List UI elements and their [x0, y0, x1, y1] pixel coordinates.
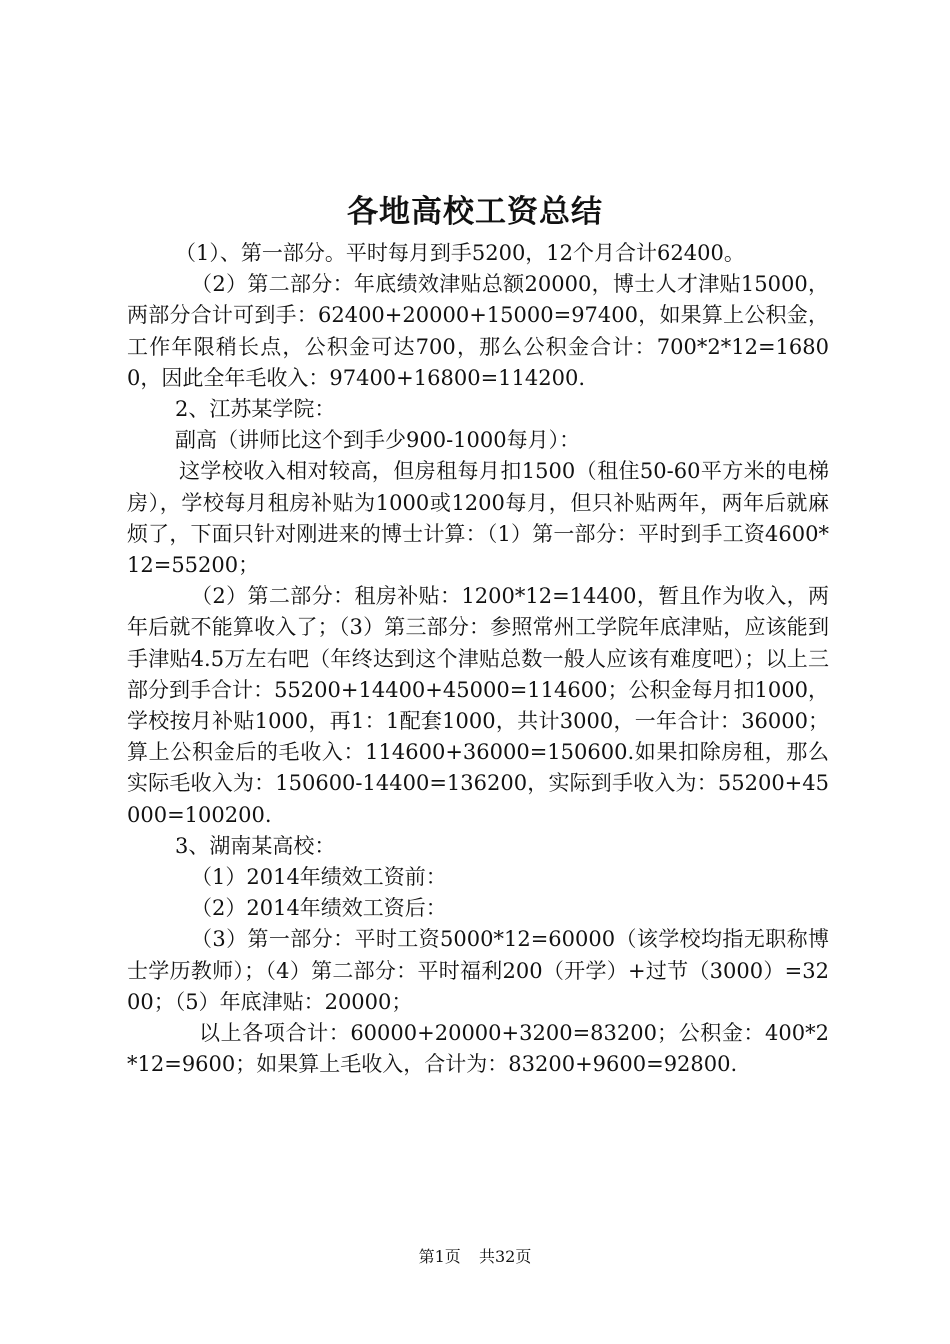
paragraph: （1）、第一部分。平时每月到手5200，12个月合计62400。: [175, 241, 745, 265]
paragraph: （2）第二部分：租房补贴：1200*12=14400，暂且作为收入，两年后就不能算收入了；（3）第三部分：参照常州工学院年底津贴，应该能到手津贴4.5万左右吧（年终达到这个津贴总数一般人应该有难度吧）；以上三部分到手合计：55200+14400+45000=114600；公积金每月扣1000，学校按月补贴1000，再1：1配套1000，共计3000，一年合计：36000；算上公积金后的毛收入：114600+36000=150600.如果扣除房租，那么实际毛收入为：150600-14400=136200，实际到手收入为：55200+45000=100200.: [127, 584, 829, 827]
document-body: [127, 238, 829, 1080]
paragraph: 副高（讲师比这个到手少900-1000每月）：: [175, 428, 581, 453]
page-footer: [0, 1244, 950, 1267]
section-heading: 2、江苏某学院：: [175, 397, 336, 422]
paragraph: 这学校收入相对较高，但房租每月扣1500（租住50-60平方米的电梯房），学校每月租房补贴为1000或1200每月，但只补贴两年，两年后就麻烦了，下面只针对刚进来的博士计算：（1）第一部分：平时到手工资4600*12=55200；: [127, 459, 829, 578]
page-total: 共32页: [479, 1247, 532, 1266]
page-number: 第1页: [418, 1247, 461, 1266]
paragraph: （1）2014年绩效工资前：: [191, 865, 447, 890]
document-title: 各地高校工资总结: [347, 194, 603, 230]
paragraph: （3）第一部分：平时工资5000*12=60000（该学校均指无职称博士学历教师）；（4）第二部分：平时福利200（开学）+过节（3000）=3200；（5）年底津贴：20000；: [127, 927, 829, 1014]
paragraph: （2）第二部分：年底绩效津贴总额20000，博士人才津贴15000，两部分合计可到手：62400+20000+15000=97400，如果算上公积金，工作年限稍长点，公积金可达700，那么公积金合计：700*2*12=16800，因此全年毛收入：97400+16800=114200.: [127, 272, 829, 390]
section-heading: 3、湖南某高校：: [175, 833, 336, 858]
paragraph: （2）2014年绩效工资后：: [191, 896, 447, 921]
paragraph: 以上各项合计：60000+20000+3200=83200；公积金：400*2*12=9600；如果算上毛收入，合计为：83200+9600=92800.: [127, 1021, 829, 1077]
